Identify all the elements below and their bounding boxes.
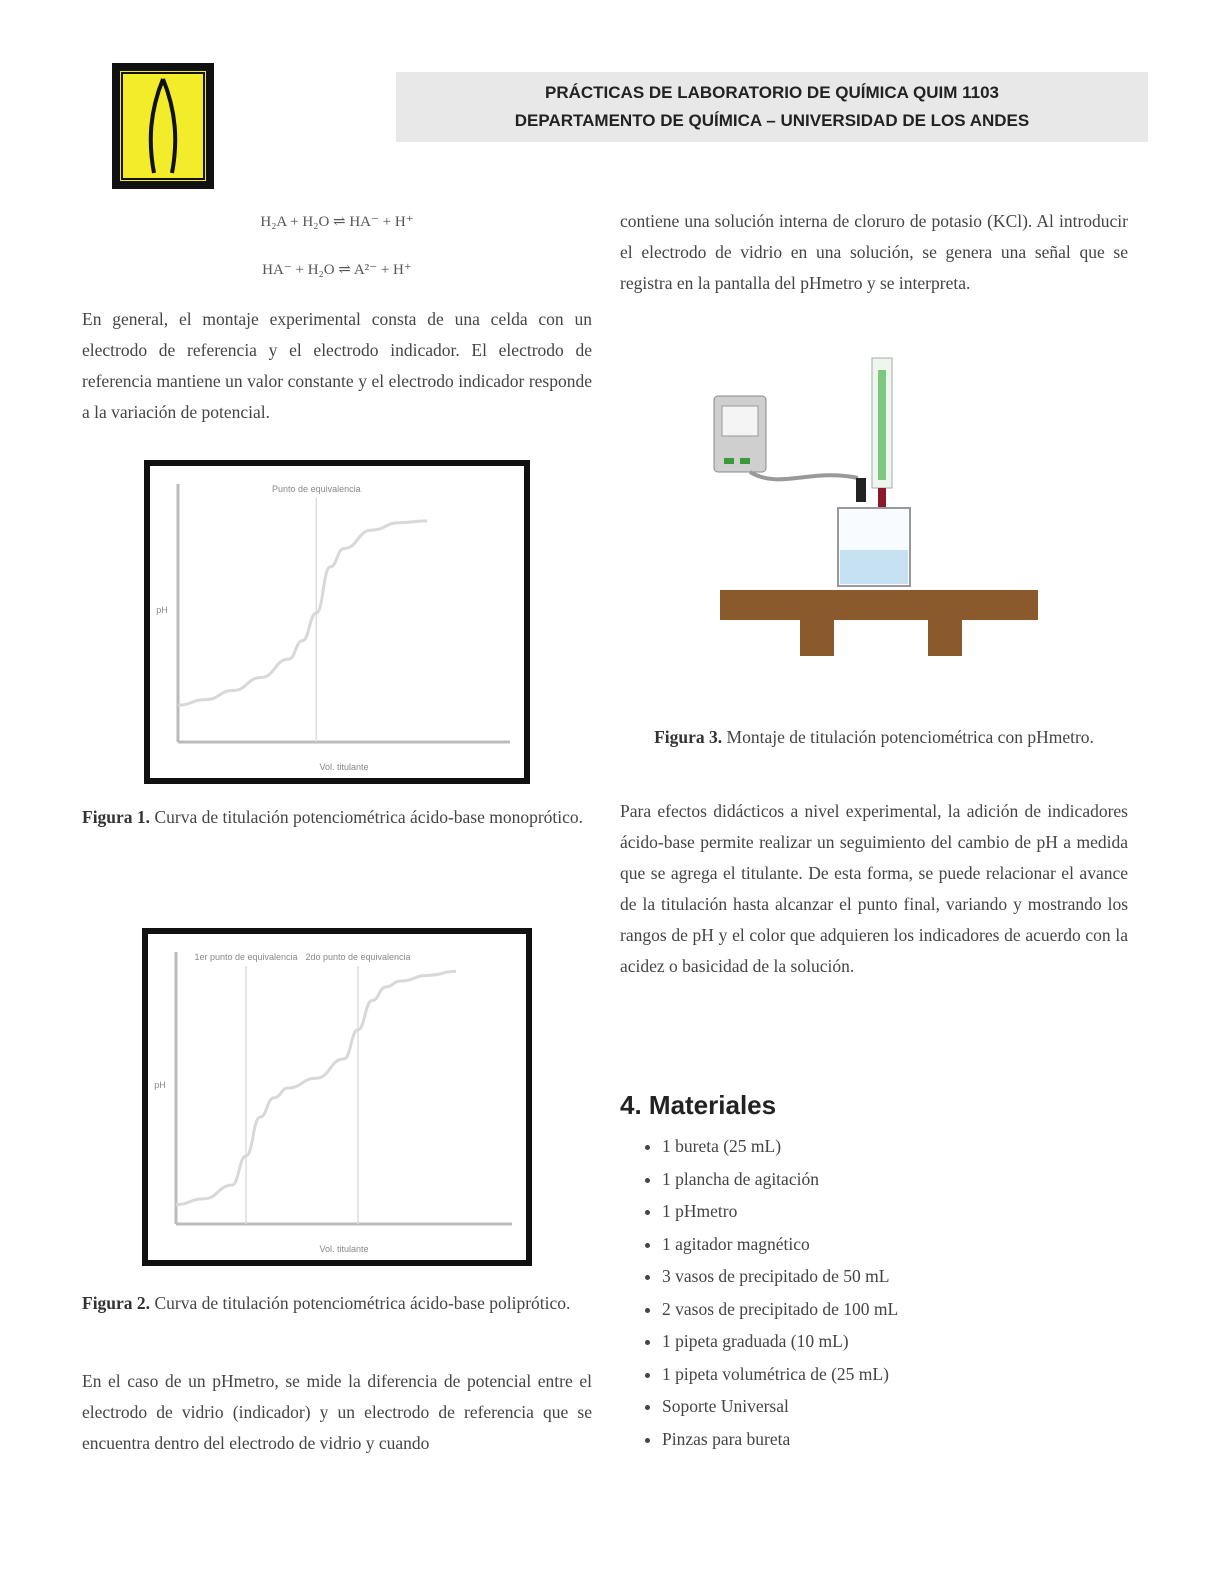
equivalence-annotation: 1er punto de equivalencia (194, 952, 298, 962)
equation-2: HA⁻ + H₂O ⇌ A²⁻ + H⁺ (262, 262, 412, 278)
logo-emblem-icon (120, 71, 206, 181)
table-icon (720, 590, 1038, 620)
data-point (288, 1088, 289, 1089)
data-point (232, 1185, 233, 1186)
figure-2-caption-text: Curva de titulación potenciométrica ácido-base poliprótico. (150, 1293, 571, 1313)
materials-list (620, 1130, 1128, 1455)
figure-3-caption-text: Montaje de titulación potenciométrica con pHmetro. (722, 727, 1094, 747)
right-paragraph-2: Para efectos didácticos a nivel experimental, la adición de indicadores ácido-base permite realizar un seguimiento del cambio de pH a medida que se agrega el titulante. De esta forma, se puede relacionar el avance de la titulación hasta alcanzar el punto final, variando y mostrando los rangos de pH y el color que adquieren los indicadores de acuerdo con la acidez o basicidad de la solución. (620, 801, 1128, 976)
equivalence-annotation: Punto de equivalencia (272, 484, 361, 494)
y-axis-label: pH (154, 1080, 166, 1090)
header-line-1: PRÁCTICAS DE LABORATORIO DE QUÍMICA QUIM 1103 (544, 83, 999, 102)
data-point (456, 971, 457, 972)
data-point (260, 1117, 261, 1118)
data-point (386, 986, 387, 987)
materials-list-item: • 3 vasos de precipitado de 50 mL (662, 1260, 1128, 1293)
document-header (396, 72, 1148, 142)
data-point (399, 522, 400, 523)
data-point (205, 699, 206, 700)
data-point (288, 659, 289, 660)
right-paragraph-1: contiene una solución interna de cloruro de potasio (KCl). Al introducir el electrodo de vidrio en una solución, se genera una señal que se registra en la pantalla del pHmetro y se interpreta. (620, 211, 1128, 293)
materials-list-item: • 1 pHmetro (662, 1195, 1128, 1228)
data-point (400, 981, 401, 982)
x-axis-label: Vol. titulante (319, 1244, 369, 1254)
section-title-materials: 4. Materiales (620, 1090, 777, 1120)
data-point (274, 1097, 275, 1098)
data-point (344, 1058, 345, 1059)
titration-curve (178, 521, 427, 705)
data-point (176, 1204, 177, 1205)
left-paragraph-1: En general, el montaje experimental consta de una celda con un electrodo de referencia y el electrodo indicador. El electrodo de referencia mantiene un valor constante y el electrodo indicador responde a la variación de potencial. (82, 309, 592, 422)
materials-list-item: • 1 plancha de agitación (662, 1163, 1128, 1196)
university-logo (112, 63, 214, 189)
data-point (358, 1029, 359, 1030)
figure-2-caption (82, 1288, 592, 1319)
header-line-2: DEPARTAMENTO DE QUÍMICA – UNIVERSIDAD DE LOS ANDES (514, 111, 1030, 130)
equation-1: H₂A + H₂O ⇌ HA⁻ + H⁺ (260, 214, 414, 230)
x-axis-label: Vol. titulante (319, 762, 369, 772)
equivalence-annotation: 2do punto de equivalencia (305, 952, 411, 962)
figure-1-caption-text: Curva de titulación potenciométrica ácido-base monoprótico. (150, 807, 584, 827)
materials-list-item: • 2 vasos de precipitado de 100 mL (662, 1293, 1128, 1326)
figure-3-titration-setup (700, 350, 1050, 670)
data-point (261, 677, 262, 678)
materials-list-item: • Soporte Universal (662, 1390, 1128, 1423)
figure-3-caption-label: Figura 3. (654, 727, 723, 747)
materials-list-item: • 1 pipeta volumétrica de (25 mL) (662, 1358, 1128, 1391)
materials-list-item: • 1 pipeta graduada (10 mL) (662, 1325, 1128, 1358)
electrode-icon (856, 478, 866, 502)
data-point (316, 1078, 317, 1079)
data-point (178, 705, 179, 706)
data-point (372, 1000, 373, 1001)
figure-3-caption (620, 722, 1128, 753)
data-point (302, 640, 303, 641)
data-point (246, 1156, 247, 1157)
titration-curve (176, 971, 456, 1204)
data-point (428, 975, 429, 976)
data-point (344, 548, 345, 549)
figure-1-chart (150, 466, 524, 778)
data-point (316, 613, 317, 614)
figure-1-caption-label: Figura 1. (82, 807, 151, 827)
y-axis-label: pH (156, 605, 168, 615)
materials-list-item: • Pinzas para bureta (662, 1423, 1128, 1456)
data-point (233, 690, 234, 691)
data-point (427, 520, 428, 521)
data-point (330, 566, 331, 567)
figure-2-chart (148, 934, 526, 1260)
data-point (371, 530, 372, 531)
materials-list-item: • 1 bureta (25 mL) (662, 1130, 1128, 1163)
figure-2-caption-label: Figura 2. (82, 1293, 151, 1313)
figure-2-box (142, 928, 532, 1266)
materials-list-container (620, 1130, 1128, 1455)
data-point (204, 1198, 205, 1199)
figure-1-box (144, 460, 530, 784)
figure-1-caption (82, 802, 592, 833)
materials-list-item: • 1 agitador magnético (662, 1228, 1128, 1261)
left-paragraph-2: En el caso de un pHmetro, se mide la diferencia de potencial entre el electrodo de vidrio (indicador) y un electrodo de referencia que se encuentra dentro del electrodo de vidrio y cuando (82, 1371, 592, 1453)
